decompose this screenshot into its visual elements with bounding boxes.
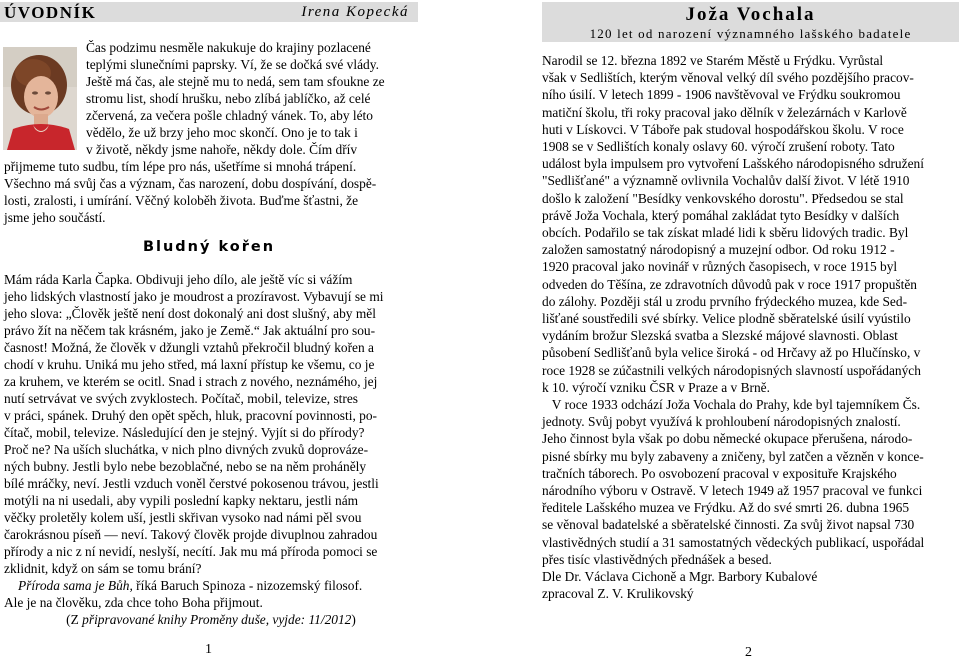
credit-line: zpracoval Z. V. Krulikovský (542, 586, 694, 601)
bio-line: 1908 se v Sedlištích konaly oslavy 60. výročí zrušení roboty. Tato (542, 139, 895, 155)
article-line: přírody a nic z ní nevidí, neslyší, necítí. Jak mu má příroda pomoci se (4, 544, 378, 559)
bio-line: národního výboru v Ostravě. V letech 1949 až 1957 pracoval ve funkci (542, 483, 923, 499)
bio-line: lišťané soustředili své sbírky. Velice plodně sběratelské úsilí vyústilo (542, 311, 911, 327)
right-page (540, 0, 959, 659)
article-subtitle: 120 let od narození významného lašského badatele (589, 26, 912, 41)
bio-line: právě Joža Vochala, který pomáhal zakládat tyto Besídky v dalších (542, 207, 900, 223)
intro-line: teplými slunečními paprsky. Ví, že se dočká své vlády. (86, 57, 379, 72)
bio-line: ředitele Lašského muzea ve Frýdku. Až do své smrti 26. dubna 1965 (542, 500, 910, 516)
article-line: Mám ráda Karla Čapka. Obdivuji jeho dílo, ale ještě víc si vážím (4, 272, 353, 287)
article-body (4, 271, 418, 628)
source-line (4, 611, 418, 628)
intro-line: losti, zralosti, i umírání. Věčný koloběh života. Buďme šťastni, že (4, 193, 359, 208)
bio-line: působení Sedlišťanů byla velice široká - od Hrčavy až po Hlučínsko, v (542, 345, 921, 361)
bio-line: vlastivědných studií a 31 samostatných vědeckých publikací, uspořádal (542, 534, 925, 550)
bio-line: huti v Lískovci. V Táboře pak studoval hospodářskou školu. V roce (542, 121, 904, 137)
bio-line: matiční školu, tři roky pracoval jako dělník v železárnách v Karlově (542, 104, 907, 120)
bio-line: odveden do Těšína, ze zdravotních důvodů pak v roce 1917 propuštěn (542, 276, 917, 292)
bio-line: 1920 pracoval jako novinář v různých časopisech, v roce 1915 byl (542, 259, 898, 275)
bio-line: jednoty. Svůj pobyt využívá k prohloubení národopisných znalostí. (542, 414, 901, 430)
section-header (0, 2, 418, 22)
quote-line: Ale je na člověku, zda chce toho Boha přijmout. (4, 595, 263, 610)
bio-line: "Sedlišťané" a významně ovlivnila Vochalův další život. V létě 1910 (542, 173, 910, 189)
article-line: motýli na ni usedali, aby vypili poslední kapky nektaru, jestli nám (4, 493, 359, 508)
article-line: chodí v kruhu. Uniká mu jeho střed, má laxní přístup ke všemu, co je (4, 357, 375, 372)
bio-line: vydáním brožur Slezská svatba a Slezské májové slavnosti. Oblast (542, 328, 898, 344)
intro-line: jsme jeho součástí. (4, 210, 106, 225)
bio-line: roce 1928 se zúčastnili velkých národopisných slavností uspořádaných (542, 362, 921, 378)
quote-line (4, 577, 418, 594)
article-line: právo žít na něčem tak krásném, jako je Země.“ Jak aktuální pro sou- (4, 323, 376, 338)
article-header (542, 2, 959, 42)
article-line: bílé mráčky, neví. Jestli vzduch voněl čerstvé pokosenou trávou, jestli (4, 476, 379, 491)
source-italic: připravované knihy Proměny duše, vyjde: 11/2012 (82, 612, 352, 627)
intro-line: Čas podzimu nesměle nakukuje do krajiny pozlacené (86, 40, 371, 55)
bio-line: přes tisíc vlastivědných přednášek a besed. (542, 551, 772, 567)
source-prefix: (Z (66, 612, 83, 627)
author-name: Irena Kopecká (301, 4, 409, 20)
article-line: zklidnit, když on sám se tomu brání? (4, 561, 202, 576)
portrait-image (3, 47, 77, 150)
bio-line: tračních táborech. Po osvobození pracoval v exposituře Krajského (542, 465, 897, 481)
bio-line: pisné sbírky mu byly zabaveny a zničeny, byl zatčen a vězněn v konce- (542, 448, 924, 464)
intro-line: vědělo, že už brzy jeho moc skončí. Ono je to tak i (86, 125, 358, 140)
article-line: časnost! Možná, že člověk v džungli vztahů překročil bludný kořen a (4, 340, 374, 355)
article-line: čarokrásnou píseň — neví. Takový člověk projde divuplnou zahradou (4, 527, 378, 542)
source-suffix: ) (351, 612, 356, 627)
intro-line: Ještě má čas, ale stejně mu to nedá, sem tam sfoukne ze (86, 74, 385, 89)
article-title: Bludný kořen (142, 239, 276, 255)
bio-line: V roce 1933 odchází Joža Vochala do Prahy, kde byl tajemníkem Čs. (542, 397, 921, 413)
article-line: jeho slova: „Člověk ještě není dost dokonalý ani dost slušný, aby měl (4, 306, 376, 321)
article-line: za kruhem, ve kterém se ocitl. Snad i strach z nového, neznámého, jej (4, 374, 378, 389)
author-photo (3, 47, 77, 150)
bio-line: došlo k založení "Besídky venkovského dorostu". Předsedou se stal (542, 190, 904, 206)
intro-line: Všechno má svůj čas a význam, čas narození, dobu dospívání, dospě- (4, 176, 377, 191)
bio-line: založen samostatný národopisný a muzejní odbor. Od roku 1912 - (542, 242, 895, 258)
bio-line: Jeho činnost byla však po dobu německé okupace přerušena, národo- (542, 431, 913, 447)
section-title: ÚVODNÍK (4, 3, 97, 22)
credit-line: Dle Dr. Václava Cichoně a Mgr. Barbory Kubalové (542, 569, 818, 584)
biography-body (542, 52, 958, 568)
bio-line: obcích. Podařilo se tak získat mladé lidi k sběru lidových tradic. Byl (542, 225, 909, 241)
article-line: Proč ne? Na uších sluchátka, v nich plno divných zvuků doprovázе- (4, 442, 369, 457)
article-line: nutí setrvávat ve svých zvyklostech. Počítač, mobil, televize, stres (4, 391, 359, 406)
bio-line: se věnoval badatelské a sběratelské činnosti. Za svůj život napsal 730 (542, 517, 915, 533)
article-line: jeho lidských vlastností jako je moudrost a prozíravost. Vybavují se mi (4, 289, 384, 304)
intro-line: zčervená, za večera pošle chladný vánek. To, aby léto (86, 108, 373, 123)
article-line: v práci, spánek. Druhý den opět spěch, hluk, pracovní povinnosti, po- (4, 408, 377, 423)
bio-line: však v Sedlištích, kterým věnoval velký díl svého pozdějšího pracov- (542, 70, 914, 86)
bio-line: Narodil se 12. března 1892 ve Starém Městě u Frýdku. Vyrůstal (542, 53, 884, 68)
article-line: ných bubny. Jestli bylo nebe bezoblačné, nebo se na něm proháněly (4, 459, 367, 474)
article-title: Joža Vochala (685, 4, 816, 25)
page-number-left: 1 (205, 642, 212, 657)
quote-italic: Příroda sama je Bůh, (18, 578, 133, 593)
intro-text-wrapped (86, 39, 416, 158)
article-line: věčky proletěly kolem uší, jestli skřivan vysoko nad námi pěl svou (4, 510, 362, 525)
bio-line: událost byla impulsem pro vytvoření Lašského národopisného sdružení (542, 156, 924, 172)
article-line: čítač, mobil, televize. Následující den je stejný. Vyjít si do přírody? (4, 425, 365, 440)
intro-line: stromu list, shodí hrušku, nebo zlíbá jablíčko, až celé (86, 91, 371, 106)
intro-line: v životě, někdy jsme nahoře, někdy dole. Čím dřív (86, 142, 358, 157)
bio-line: k 10. výročí vzniku ČSR v Praze a v Brně. (542, 379, 770, 395)
page-number-right: 2 (745, 645, 752, 660)
credit-block (542, 568, 958, 602)
bio-line: do zálohy. Později stál u zrodu prvního frýdeckého muzea, kde Sed- (542, 293, 908, 309)
quote-rest: říká Baruch Spinoza - nizozemský filosof. (132, 578, 363, 593)
bio-line: ního úsilí. V letech 1899 - 1906 navštěvoval ve Frýdku soukromou (542, 87, 901, 103)
intro-line: přijmeme tuto sudbu, tím lépe pro nás, ušetříme si mnohá trápení. (4, 159, 357, 174)
intro-text-full (4, 158, 418, 226)
left-page (0, 0, 420, 659)
